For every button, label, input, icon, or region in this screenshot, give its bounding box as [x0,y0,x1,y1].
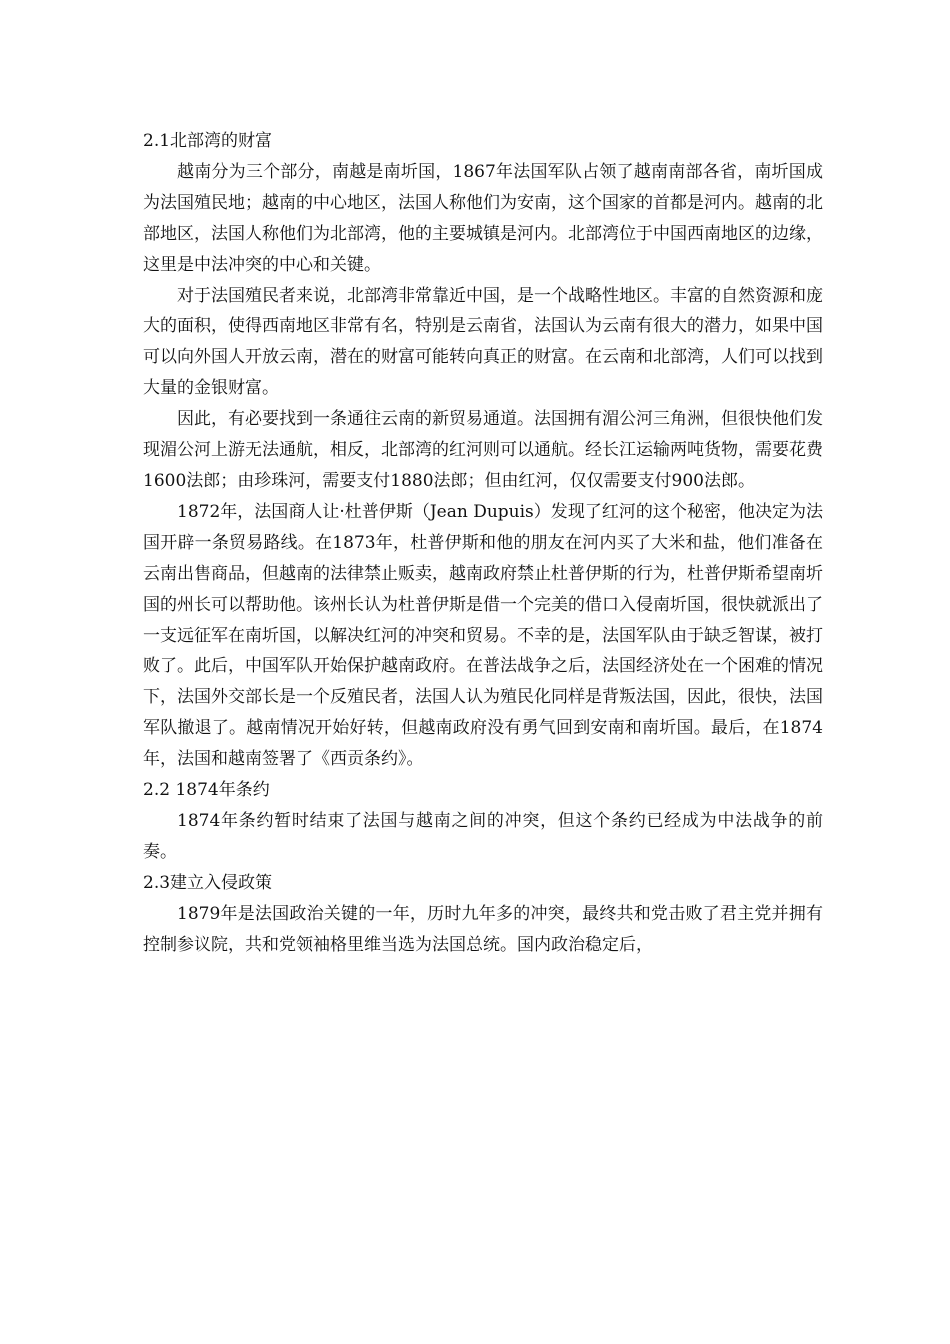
paragraph: 1879年是法国政治关键的一年，历时九年多的冲突，最终共和党击败了君主党并拥有控制参议院，共和党领袖格里维当选为法国总统。国内政治稳定后， [143,903,823,955]
paragraph: 因此，有必要找到一条通往云南的新贸易通道。法国拥有湄公河三角洲，但很快他们发现湄公河上游无法通航，相反，北部湾的红河则可以通航。经长江运输两吨货物，需要花费1600法郎；由珍珠河，需要支付1880法郎；但由红河，仅仅需要支付900法郎。 [143,409,823,491]
section-2-2 [143,775,823,868]
paragraph: 越南分为三个部分，南越是南圻国，1867年法国军队占领了越南南部各省，南圻国成为法国殖民地；越南的中心地区，法国人称他们为安南，这个国家的首都是河内。越南的北部地区，法国人称他们为北部湾，他的主要城镇是河内。北部湾位于中国西南地区的边缘，这里是中法冲突的中心和关键。 [143,161,823,275]
section-heading: 2.3建立入侵政策 [143,872,273,893]
section-2-3 [143,868,823,961]
paragraph: 1872年，法国商人让·杜普伊斯（Jean Dupuis）发现了红河的这个秘密，他决定为法国开辟一条贸易路线。在1873年，杜普伊斯和他的朋友在河内买了大米和盐，他们准备在云南出售商品，但越南的法律禁止贩卖，越南政府禁止杜普伊斯的行为，杜普伊斯希望南圻国的州长可以帮助他。该州长认为杜普伊斯是借一个完美的借口入侵南圻国，很快就派出了一支远征军在南圻国，以解决红河的冲突和贸易。不幸的是，法国军队由于缺乏智谋，被打败了。此后，中国军队开始保护越南政府。在普法战争之后，法国经济处在一个困难的情况下，法国外交部长是一个反殖民者，法国人认为殖民化同样是背叛法国，因此，很快，法国军队撤退了。越南情况开始好转，但越南政府没有勇气回到安南和南圻国。最后，在1874年，法国和越南签署了《西贡条约》。 [143,501,823,770]
document-body [143,126,823,960]
section-2-1 [143,126,823,775]
paragraph: 1874年条约暂时结束了法国与越南之间的冲突，但这个条约已经成为中法战争的前奏。 [143,810,823,862]
section-heading: 2.1北部湾的财富 [143,131,273,151]
section-heading: 2.2 1874年条约 [143,780,270,801]
paragraph: 对于法国殖民者来说，北部湾非常靠近中国，是一个战略性地区。丰富的自然资源和庞大的面积，使得西南地区非常有名，特别是云南省，法国认为云南有很大的潜力，如果中国可以向外国人开放云南，潜在的财富可能转向真正的财富。在云南和北部湾，人们可以找到大量的金银财富。 [143,285,823,399]
